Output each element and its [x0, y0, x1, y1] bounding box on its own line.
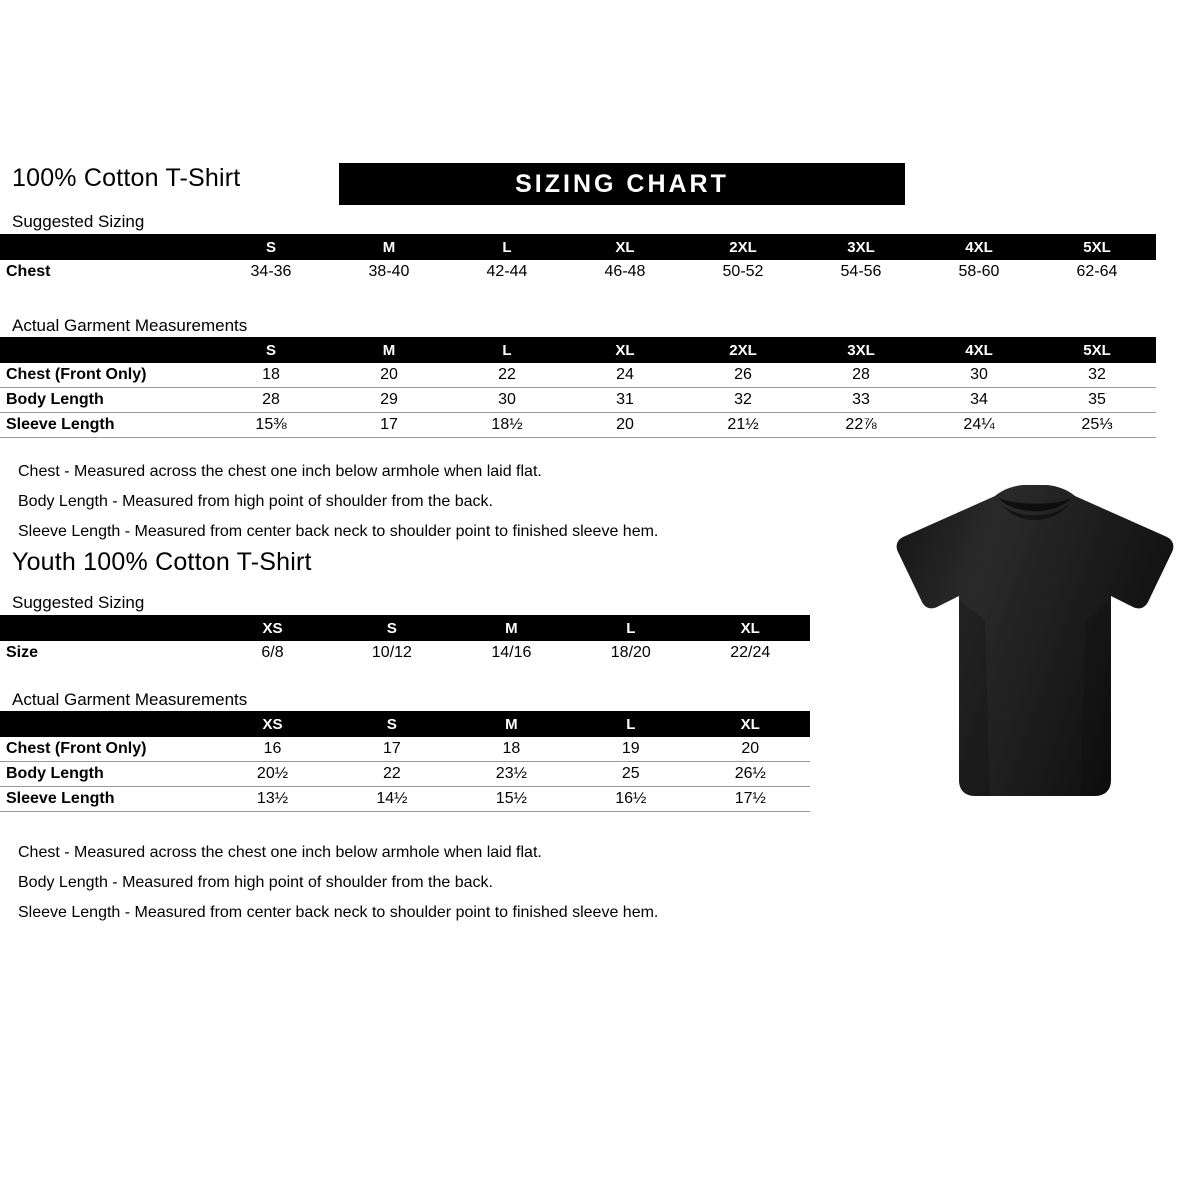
- column-header: 4XL: [920, 337, 1038, 363]
- cell: 14/16: [491, 644, 532, 661]
- cell: 32: [734, 391, 752, 408]
- cell: 26½: [734, 765, 766, 782]
- cell: 28: [852, 366, 870, 383]
- table-row: [0, 762, 810, 787]
- column-header: 2XL: [684, 337, 802, 363]
- cell: 25: [621, 765, 640, 782]
- column-header: XL: [566, 337, 684, 363]
- cell: 34-36: [250, 263, 292, 280]
- cell: 21½: [727, 416, 759, 433]
- table-row: [0, 413, 1156, 438]
- row-label: Sleeve Length: [6, 416, 115, 433]
- adult-note-body-length: Body Length - Measured from high point of shoulder from the back.: [18, 493, 493, 510]
- cell: 22: [383, 765, 401, 782]
- cell: 15⅜: [255, 416, 287, 433]
- table-header-row: [0, 337, 1156, 363]
- table-header-row: [0, 711, 810, 737]
- column-header: XL: [691, 711, 810, 737]
- table-row: [0, 260, 1156, 284]
- cell: 58-60: [958, 263, 1000, 280]
- cell: 20: [616, 416, 634, 433]
- youth-actual-measurements-label: Actual Garment Measurements: [12, 690, 248, 709]
- cell: 16½: [615, 790, 647, 807]
- cell: 22: [498, 366, 516, 383]
- cell: 28: [262, 391, 280, 408]
- cell: 38-40: [368, 263, 410, 280]
- sizing-chart-banner-label: SIZING CHART: [515, 169, 729, 198]
- youth-note-chest: Chest - Measured across the chest one inch below armhole when laid flat.: [18, 844, 542, 861]
- row-label: Chest: [6, 263, 51, 280]
- cell: 50-52: [722, 263, 764, 280]
- cell: 10/12: [371, 644, 412, 661]
- cell: 23½: [495, 765, 527, 782]
- cell: 31: [616, 391, 634, 408]
- sizing-chart-banner: [339, 163, 905, 205]
- cell: 18: [262, 366, 280, 383]
- cell: 16: [263, 740, 282, 757]
- youth-suggested-sizing-table: [0, 615, 810, 665]
- youth-note-body-length: Body Length - Measured from high point of shoulder from the back.: [18, 874, 493, 891]
- cell: 20: [380, 366, 398, 383]
- column-header: 3XL: [802, 337, 920, 363]
- column-header: XL: [566, 234, 684, 260]
- cell: 30: [970, 366, 988, 383]
- cell: 20: [741, 740, 760, 757]
- cell: 18/20: [610, 644, 651, 661]
- tshirt-illustration: [890, 480, 1180, 810]
- table-row: [0, 787, 810, 812]
- cell: 24¼: [963, 416, 995, 433]
- column-header: 3XL: [802, 234, 920, 260]
- cell: 6/8: [261, 644, 284, 661]
- cell: 18: [502, 740, 521, 757]
- cell: 17: [383, 740, 401, 757]
- cell: 17: [380, 416, 398, 433]
- cell: 35: [1088, 391, 1106, 408]
- column-header: XS: [213, 615, 332, 641]
- row-label: Body Length: [6, 765, 104, 782]
- column-header: L: [571, 711, 690, 737]
- adult-note-sleeve-length: Sleeve Length - Measured from center back neck to shoulder point to finished sleeve hem.: [18, 523, 659, 540]
- adult-actual-measurements-label: Actual Garment Measurements: [12, 316, 248, 335]
- column-header: 5XL: [1038, 337, 1156, 363]
- cell: 14½: [376, 790, 408, 807]
- row-label: Size: [6, 644, 39, 661]
- table-row: [0, 363, 1156, 388]
- cell: 33: [852, 391, 870, 408]
- row-label: Body Length: [6, 391, 104, 408]
- cell: 62-64: [1076, 263, 1118, 280]
- youth-section-title: Youth 100% Cotton T-Shirt: [12, 548, 312, 576]
- column-header: XS: [213, 711, 332, 737]
- row-label: Sleeve Length: [6, 790, 115, 807]
- cell: 32: [1088, 366, 1106, 383]
- adult-actual-measurements-table: [0, 337, 1156, 438]
- table-header-row: [0, 234, 1156, 260]
- youth-note-sleeve-length: Sleeve Length - Measured from center back neck to shoulder point to finished sleeve hem.: [18, 904, 659, 921]
- cell: 17½: [734, 790, 766, 807]
- cell: 13½: [256, 790, 289, 807]
- cell: 26: [734, 366, 752, 383]
- column-header: 2XL: [684, 234, 802, 260]
- column-header: 5XL: [1038, 234, 1156, 260]
- column-header: [0, 234, 212, 260]
- cell: 20½: [256, 765, 289, 782]
- cell: 30: [498, 391, 516, 408]
- column-header: S: [212, 337, 330, 363]
- cell: 22/24: [730, 644, 771, 661]
- column-header: M: [330, 337, 448, 363]
- youth-actual-measurements-table: [0, 711, 810, 812]
- table-header-row: [0, 615, 810, 641]
- table-row: [0, 737, 810, 762]
- cell: 22⅞: [845, 416, 877, 433]
- cell: 24: [616, 366, 634, 383]
- column-header: S: [332, 615, 451, 641]
- row-label: Chest (Front Only): [6, 366, 147, 383]
- column-header: 4XL: [920, 234, 1038, 260]
- cell: 42-44: [486, 263, 528, 280]
- cell: 54-56: [840, 263, 882, 280]
- column-header: M: [330, 234, 448, 260]
- table-row: [0, 388, 1156, 413]
- adult-suggested-sizing-label: Suggested Sizing: [12, 212, 145, 231]
- cell: 46-48: [604, 263, 646, 280]
- column-header: [0, 711, 213, 737]
- column-header: [0, 337, 212, 363]
- youth-suggested-sizing-label: Suggested Sizing: [12, 593, 145, 612]
- cell: 15½: [495, 790, 527, 807]
- cell: 19: [621, 740, 640, 757]
- cell: 18½: [491, 416, 523, 433]
- table-row: [0, 641, 810, 665]
- adult-suggested-sizing-table: [0, 234, 1156, 284]
- column-header: M: [452, 615, 571, 641]
- column-header: S: [212, 234, 330, 260]
- cell: 25⅓: [1081, 416, 1113, 433]
- column-header: M: [452, 711, 571, 737]
- row-label: Chest (Front Only): [6, 740, 147, 757]
- cell: 29: [380, 391, 398, 408]
- adult-note-chest: Chest - Measured across the chest one inch below armhole when laid flat.: [18, 463, 542, 480]
- cell: 34: [970, 391, 988, 408]
- column-header: XL: [691, 615, 810, 641]
- column-header: [0, 615, 213, 641]
- column-header: L: [448, 337, 566, 363]
- product-image-tshirt: [890, 480, 1180, 810]
- column-header: L: [571, 615, 690, 641]
- column-header: L: [448, 234, 566, 260]
- adult-section-title: 100% Cotton T-Shirt: [12, 164, 241, 192]
- column-header: S: [332, 711, 451, 737]
